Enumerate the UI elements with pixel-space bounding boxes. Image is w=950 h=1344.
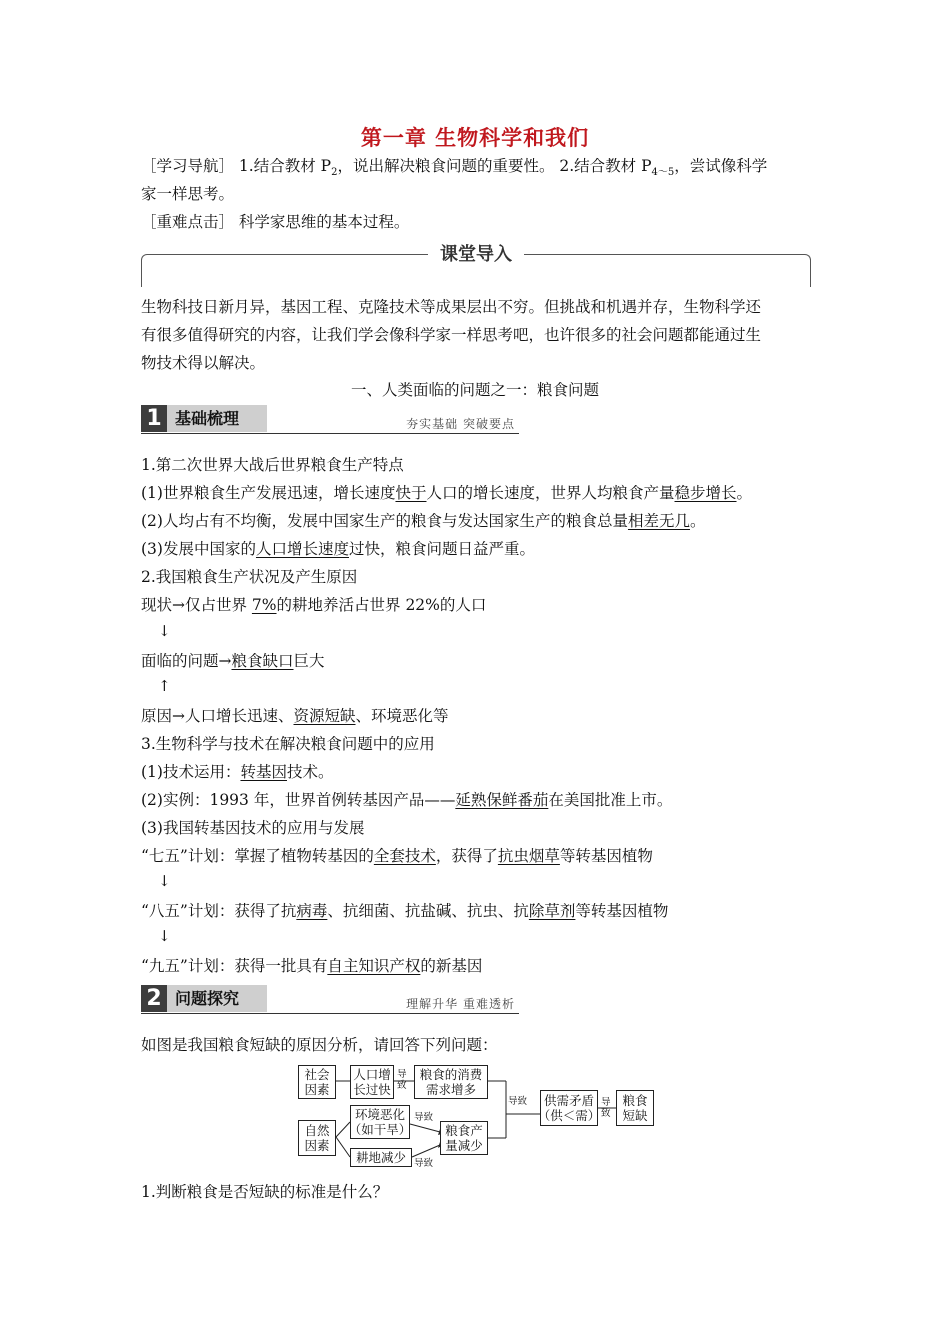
guide-sub2: 4～5 bbox=[651, 167, 675, 179]
diagram-grain-shortage: 粮食 短缺 bbox=[616, 1090, 654, 1126]
guide-sub1: 2 bbox=[331, 167, 338, 179]
study-guide-line2: 家一样思考。 bbox=[141, 185, 235, 203]
diagram-demand-increase: 粮食的消费 需求增多 bbox=[414, 1065, 488, 1099]
diagram-lead-to-label: 导 致 bbox=[397, 1069, 407, 1091]
section-tagline: 理解升华 重难透析 bbox=[406, 997, 515, 1011]
section-title: 问题探究 bbox=[167, 985, 267, 1012]
guide-text-c: ，尝试像科学 bbox=[674, 157, 768, 175]
intro-line-2: 有很多值得研究的内容，让我们学会像科学家一样思考吧，也许很多的社会问题都能通过生 bbox=[141, 326, 762, 344]
section-tagline: 夯实基础 突破要点 bbox=[406, 417, 515, 431]
plan-7: “七五”计划：掌握了植物转基因的全套技术，获得了抗虫烟草等转基因植物 bbox=[141, 847, 653, 865]
diagram-lead-to-label: 导致 bbox=[414, 1112, 434, 1123]
diagram-output-decrease: 粮食产 量减少 bbox=[440, 1121, 488, 1155]
guide-text-b: ，说出解决粮食问题的重要性。 2.结合教材 P bbox=[337, 157, 652, 175]
problem-line: 面临的问题→粮食缺口巨大 bbox=[141, 652, 325, 670]
cause-line: 原因→人口增长迅速、资源短缺、环境恶化等 bbox=[141, 707, 449, 725]
heading-1: 1.第二次世界大战后世界粮食生产特点 bbox=[141, 456, 404, 474]
section-number: 1 bbox=[141, 405, 167, 432]
heading-3: 3.生物科学与技术在解决粮食问题中的应用 bbox=[141, 735, 435, 753]
diagram-lead-to-label: 导致 bbox=[508, 1096, 528, 1107]
guide-text-a: ［学习导航］ 1.结合教材 P bbox=[141, 157, 332, 175]
down-arrow-icon: ↓ bbox=[158, 927, 171, 945]
point-1-2: (2)人均占有不均衡，发展中国家生产的粮食与发达国家生产的粮食总量相差无几。 bbox=[141, 512, 706, 530]
key-points: ［重难点击］ 科学家思维的基本过程。 bbox=[141, 213, 410, 231]
plan-9: “九五”计划：获得一批具有自主知识产权的新基因 bbox=[141, 957, 483, 975]
diagram-natural-factor: 自然 因素 bbox=[298, 1120, 336, 1156]
plan-8: “八五”计划：获得了抗病毒、抗细菌、抗盐碱、抗虫、抗除草剂等转基因植物 bbox=[141, 902, 669, 920]
heading-2: 2.我国粮食生产状况及产生原因 bbox=[141, 568, 358, 586]
intro-line-3: 物技术得以解决。 bbox=[141, 354, 266, 372]
up-arrow-icon: ↑ bbox=[158, 677, 171, 695]
diagram-lead-to-label: 导致 bbox=[414, 1158, 434, 1169]
point-1-1: (1)世界粮食生产发展迅速，增长速度快于人口的增长速度，世界人均粮食产量稳步增长。 bbox=[141, 484, 753, 502]
down-arrow-icon: ↓ bbox=[158, 872, 171, 890]
point-1-3: (3)发展中国家的人口增长速度过快，粮食问题日益严重。 bbox=[141, 540, 535, 558]
status-line: 现状→仅占世界 7%的耕地养活占世界 22%的人口 bbox=[141, 596, 487, 614]
inquiry-lead: 如图是我国粮食短缺的原因分析，请回答下列问题： bbox=[141, 1036, 498, 1054]
question-1: 1.判断粮食是否短缺的标准是什么？ bbox=[141, 1183, 389, 1201]
chapter-title: 第一章 生物科学和我们 bbox=[360, 125, 590, 150]
point-3-2: (2)实例：1993 年，世界首例转基因产品——延熟保鲜番茄在美国批准上市。 bbox=[141, 791, 673, 809]
point-3-1: (1)技术运用：转基因技术。 bbox=[141, 763, 334, 781]
section-title: 基础梳理 bbox=[167, 405, 267, 432]
subtitle: 一、人类面临的问题之一：粮食问题 bbox=[350, 381, 599, 399]
section-number: 2 bbox=[141, 985, 167, 1012]
intro-line-1: 生物科技日新月异，基因工程、克隆技术等成果层出不穷。但挑战和机遇并存，生物科学还 bbox=[141, 298, 762, 316]
diagram-social-factor: 社会 因素 bbox=[298, 1065, 336, 1099]
diagram-environment-worsening: 环境恶化 （如干旱） bbox=[348, 1107, 412, 1137]
diagram-farmland-decrease: 耕地减少 bbox=[350, 1148, 412, 1167]
point-3-3: (3)我国转基因技术的应用与发展 bbox=[141, 819, 365, 837]
diagram-population-growth: 人口增 长过快 bbox=[350, 1065, 394, 1099]
banner-title: 课堂导入 bbox=[428, 240, 524, 266]
diagram-lead-to-label: 导 致 bbox=[601, 1097, 611, 1119]
diagram-supply-demand-conflict: 供需矛盾 （供＜需） bbox=[540, 1090, 598, 1126]
down-arrow-icon: ↓ bbox=[158, 622, 171, 640]
